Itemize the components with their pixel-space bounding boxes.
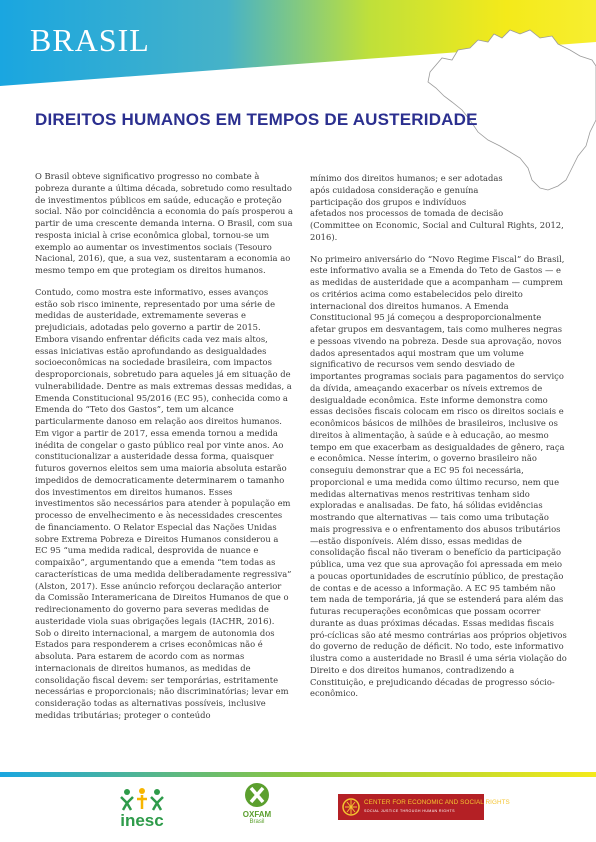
cesr-wordmark: CENTER FOR ECONOMIC AND SOCIAL RIGHTS [364, 799, 510, 806]
text-line: 2016). [310, 231, 338, 242]
brazil-map-icon [0, 0, 596, 200]
right-column [310, 173, 567, 710]
inesc-figures-icon [117, 787, 167, 811]
page-title: DIREITOS HUMANOS EM TEMPOS DE AUSTERIDADE [35, 110, 478, 129]
partner-logos [0, 777, 596, 842]
text-line: afetados nos processos de tomada de decisão [310, 208, 504, 219]
oxfam-symbol-icon [235, 782, 279, 810]
oxfam-country: Brasil [249, 819, 265, 825]
criteria-continuation [310, 173, 567, 244]
inesc-logo [117, 787, 167, 831]
cesr-emblem-icon [342, 797, 360, 817]
body-paragraph: Contudo, como mostra este informativo, esses avanços estão sob risco iminente, representado por uma série de medidas de austeridade, extremamente severas e prejudiciais, adotadas pelo governo a partir de 2015. Embora visando enfrentar déficits cada vez mais altos, essas iniciativas estão aprofundando as desigualdades socioeconômicas na sociedade brasileira, com impactos desproporcionais, sobretudo para aqueles já em situação de vulnerabilidade. Dentre as mais extremas dessas medidas, a Emenda Constitucional 95/2016 (EC 95), conhecida como a Emenda do “Teto dos Gastos”, tem um alcance particularmente danoso em relação aos direitos humanos. Em vigor a partir de 2017, essa emenda tornou a medida inédita de congelar o gasto público real por vinte anos. Ao constitucionalizar a austeridade dessa forma, quaisquer futuros governos eleitos sem uma maioria absoluta estarão impedidos de democraticamente determinarem o tamanho dos investimentos em direitos humanos. Esses investimentos são necessários para atender à população em processo de envelhecimento e às necessidades crescentes de financiamento. O Relator Especial das Nações Unidas sobre Extrema Pobreza e Direitos Humanos considerou a EC 95 “uma medida radical, desprovida de nuance e compaixão”, argumentando que a emenda “tem todas as características de uma medida deliberadamente regressiva” (Alston, 2017). Esse anúncio reforçou declaração anterior da Comissão Interamericana de Direitos Humanos de que o redirecionamento do governo para severas medidas de austeridade viola suas obrigações legais (IACHR, 2016). Sob o direito internacional, a margem de autonomia dos Estados para responderem a crises econômicas não é absoluta. Para estarem de acordo com as normas internacionais de direitos humanos, as medidas de consolidação fiscal devem: ser temporárias, estritamente necessárias e proporcionais; não discriminatórias; levar em consideração todas as alternativas possíveis, inclusive medidas tributárias; proteger o conteúdo [35, 286, 292, 720]
body-paragraph: No primeiro aniversário do “Novo Regime Fiscal” do Brasil, este informativo avalia se a Emenda do Teto de Gastos — e as medidas de austeridade que a acompanham — cumprem os critérios acima como estabelecidos pelo direito internacional dos direitos humanos. A Emenda Constitucional 95 já começou a desproporcionalmente afetar grupos em desvantagem, tais como mulheres negras e pessoas vivendo na pobreza. Desde sua aprovação, novos dados apresentados aqui mostram que um volume significativo de recursos vem sendo desviado de importantes programas sociais para pagamentos do serviço da dívida, ameaçando exacerbar os níveis extremos de desigualdade econômica. Este informe demonstra como essas decisões fiscais colocam em risco os direitos sociais e econômicos básicos de milhões de brasileiros, inclusive os direitos à alimentação, à saúde e à educação, ao mesmo tempo em que exacerbam as desigualdades de gênero, raça e econômica. Nesse ínterim, o governo brasileiro não conseguiu demonstrar que a EC 95 foi necessária, proporcional e uma medida como último recurso, nem que medidas alternativas menos restritivas tenham sido exploradas e analisadas. De fato, há sólidas evidências mostrando que alternativas — tais como uma tributação mais progressiva e o enfrentamento dos abusos tributários —estão disponíveis. Além disso, essas medidas de consolidação fiscal não tiveram o benefício da participação pública, uma vez que sua aprovação foi apressada em meio a poucas oportunidades de escrutínio público, de prestação de contas e de acesso a informação. A EC 95 também não tem nada de temporária, já que se estenderá para além das futuras recuperações econômicas que possam ocorrer durante as duas próximas décadas. Essas medidas fiscais pró-cíclicas são até mesmo contrárias aos próprios objetivos do governo de redução de déficit. No todo, este informativo ilustra como a austeridade no Brasil é uma séria violação do Direito e dos direitos humanos, contradizendo a Constituição, e prejudicando décadas de progresso sócio-econômico. [310, 253, 567, 699]
cesr-logo [338, 794, 510, 820]
inesc-wordmark: inesc [120, 811, 164, 830]
oxfam-wordmark: OXFAM [242, 810, 272, 819]
country-name: BRASIL [30, 22, 150, 58]
cesr-tagline: SOCIAL JUSTICE THROUGH HUMAN RIGHTS [364, 809, 455, 813]
text-line: após cuidadosa consideração e genuína [310, 184, 479, 195]
left-column [35, 171, 293, 732]
text-line: participação dos grupos e indivíduos [310, 196, 467, 207]
text-line: (Committee on Economic, Social and Cultural Rights, 2012, [310, 220, 564, 230]
text-line: mínimo dos direitos humanos; e ser adotadas [310, 173, 503, 183]
oxfam-logo [235, 782, 279, 834]
intro-paragraph: O Brasil obteve significativo progresso no combate à pobreza durante a última década, sobretudo como resultado de investimentos públicos em saúde, educação e proteção social. Não por coincidência a economia do país prosperou a partir de uma crescente demanda interna. O Brasil, com sua resposta inicial à crise econômica global, tornou-se um exemplo ao aumentar os investimentos sociais (Tesouro Nacional, 2016), que, a sua vez, sustentaram a economia ao mesmo tempo em que protegiam os direitos humanos. [35, 171, 293, 275]
